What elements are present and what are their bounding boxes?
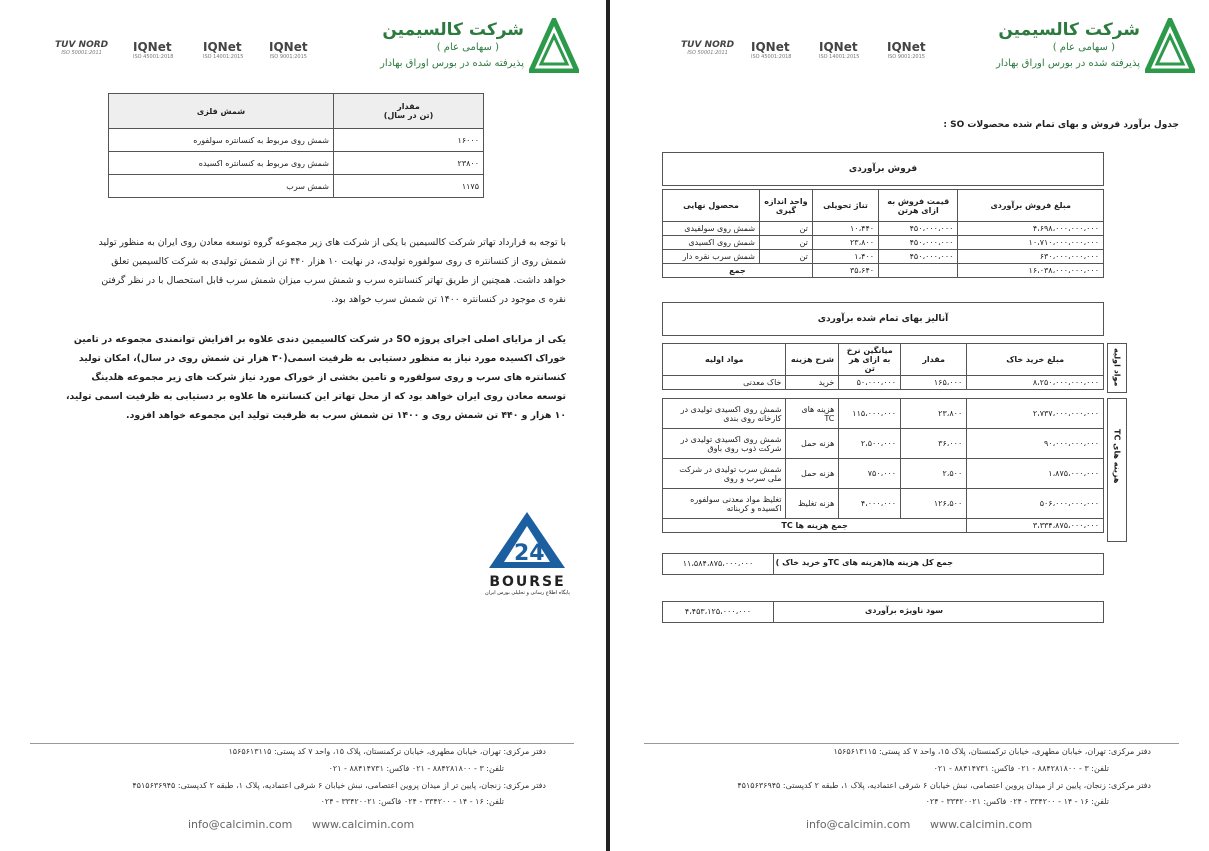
grand-total-label: جمع کل هزینه ها(هزینه های TCو خرید خاک ) (775, 558, 953, 567)
bourse-tagline: پایگاه اطلاع رسانی و تحلیلی بورس ایران (485, 590, 570, 596)
iqnet-logo: IQNet ISO 9001:2015 (269, 40, 308, 60)
table-row: شمش روی مربوط به کنسانتره سولفوره ۱۶۰۰۰ (109, 129, 484, 152)
table-row: شمش روی مربوط به کنسانتره اکسیده ۲۳۸۰۰ (109, 152, 484, 175)
net-profit-value: ۴،۴۵۳،۱۲۵،۰۰۰،۰۰۰ (663, 602, 774, 622)
company-listed: پذیرفته شده در بورس اوراق بهادار (996, 58, 1140, 69)
footer-address-1: دفتر مرکزی: تهران، خیابان مطهری، خیابان ترکمنستان، پلاک ۱۵، واحد ۷ کد پستی: ۱۵۶۵۶۱۳۱۱۵ (833, 747, 1151, 756)
page-divider (606, 0, 610, 851)
cert-logos (669, 40, 949, 70)
footer-phone-2: تلفن: ۱۶ - ۱۴ - ۳۳۴۲۰۰ - ۰۲۴ فاکس: ۳۳۴۲۰۰۲۱ - ۰۲۴ (320, 797, 504, 806)
bourse-brand: BOURSE (489, 574, 566, 590)
company-type: ( سهامی عام ) (436, 42, 499, 53)
table-row: شمش روی اکسیدی تولیدی در کارخانه روی بندی هزینه های TC ۱۱۵،۰۰۰،۰۰۰ ۲۳،۸۰۰ ۲،۷۳۷،۰۰۰،۰۰۰،۰۰۰ (663, 399, 1104, 429)
footer-address-2: دفتر مرکزی: زنجان، پایین تر از میدان پروین اعتصامی، نبش خیابان ۶ شرقی اعتمادیه، پلاک ۱، طبقه ۲ کدپستی: ۴۵۱۵۶۳۶۹۴۵ (737, 781, 1151, 790)
raw-material-side-label: مواد اولیه (1107, 343, 1127, 393)
company-logo (996, 18, 1195, 80)
cost-caption-box: آنالیز بهای تمام شده برآوردی (662, 302, 1104, 336)
paragraph-2: یکی از مزایای اصلی اجرای پروژه SO در شرکت کالسیمین دندی علاوه بر افزایش توانمندی مجموعه در تامین خوراک اکسیده مورد نیاز به منظور دستیابی به ظرفیت اسمی(۳۰ هزار تن شمش روی در سال)، امکان تولید کنسانتره های سرب و روی سولفوره و تامین بخشی از خوراک مورد نیاز شرکت های زیر مجموعه هلدینگ توسعه معادن روی ایران خواهد بود که از محل تهاتر این کنسانتره ها علاوه بر دستیابی به ظرفیت اسمی تولید، ۱۰ هزار و ۴۴۰ تن شمش روی و ۱۴۰۰ تن شمش سرب به ظرفیت تولید این مجموعه خواهد افزود. (65, 334, 566, 421)
footer-email: info@calcimin.com (188, 818, 293, 831)
table-row: شمش روی اکسیدی تولیدی در شرکت ذوب روی باوق هزنه حمل ۲،۵۰۰،۰۰۰ ۳۶،۰۰۰ ۹۰،۰۰۰،۰۰۰،۰۰۰ (663, 429, 1104, 459)
company-name: شرکت کالسیمین (382, 20, 524, 40)
table-row: شمش روی سولفیدی تن ۱۰،۴۴۰ ۴۵۰،۰۰۰،۰۰۰ ۴،۶۹۸،۰۰۰،۰۰۰،۰۰۰ (663, 222, 1104, 236)
triangle-logo-icon (529, 18, 579, 73)
table-row: خاک معدنی خرید ۵۰،۰۰۰،۰۰۰ ۱۶۵،۰۰۰ ۸،۲۵۰،۰۰۰،۰۰۰،۰۰۰ (663, 376, 1104, 390)
footer-website: www.calcimin.com (930, 818, 1033, 831)
net-profit-label: سود ناویژه برآوردی (865, 606, 943, 615)
right-page (614, 0, 1209, 851)
letterhead (614, 0, 1209, 95)
svg-text:24: 24 (514, 541, 545, 566)
table-row: شمش سرب نقره دار تن ۱،۴۰۰ ۴۵۰،۰۰۰،۰۰۰ ۶۳۰،۰۰۰،۰۰۰،۰۰۰ (663, 250, 1104, 264)
grand-total-value: ۱۱،۵۸۴،۸۷۵،۰۰۰،۰۰۰ (663, 554, 774, 574)
grand-total-box (662, 553, 1104, 575)
tuv-nord-logo: TUV NORD ISO 50001:2011 (55, 40, 109, 56)
iqnet-logo: IQNet ISO 14001:2015 (819, 40, 860, 60)
cost-table: مواد اولیه شرح هزینه میانگین نرخ به ازای هر تن مقدار مبلغ خرید خاک خاک معدنی خرید ۵۰،۰۰۰،۰۰۰ ۱۶۵،۰۰۰ ۸،۲۵۰،۰۰۰،۰۰۰،۰۰۰ (662, 343, 1104, 390)
tc-table (662, 398, 1104, 533)
col-metal: شمش فلزی (109, 94, 334, 129)
iqnet-logo: IQNet ISO 9001:2015 (887, 40, 926, 60)
footer-phone-1: تلفن: ۳ - ۸۸۴۲۸۱۸۰۰ - ۰۲۱ فاکس: ۸۸۴۱۴۷۳۱ - ۰۲۱ (933, 764, 1109, 773)
table-row: شمش روی اکسیدی تن ۲۳،۸۰۰ ۴۵۰،۰۰۰،۰۰۰ ۱۰،۷۱۰،۰۰۰،۰۰۰،۰۰۰ (663, 236, 1104, 250)
tuv-nord-logo: TUV NORD ISO 50001:2011 (681, 40, 735, 56)
cert-logos (55, 40, 335, 70)
footer-address-1: دفتر مرکزی: تهران، خیابان مطهری، خیابان ترکمنستان، پلاک ۱۵، واحد ۷ کد پستی: ۱۵۶۵۶۱۳۱۱۵ (228, 747, 546, 756)
footer-phone-1: تلفن: ۳ - ۸۸۴۲۸۱۸۰۰ - ۰۲۱ فاکس: ۸۸۴۱۴۷۳۱ - ۰۲۱ (328, 764, 504, 773)
footer-address-2: دفتر مرکزی: زنجان، پایین تر از میدان پروین اعتصامی، نبش خیابان ۶ شرقی اعتمادیه، پلاک ۱، طبقه ۲ کدپستی: ۴۵۱۵۶۳۶۹۴۵ (132, 781, 546, 790)
letterhead (0, 0, 604, 95)
tc-total-row: جمع هزینه ها TC ۳،۳۳۴،۸۷۵،۰۰۰،۰۰۰ (663, 519, 1104, 533)
page-title: جدول برآورد فروش و بهای تمام شده محصولات SO : (943, 120, 1179, 130)
sales-caption-box: فروش برآوردی (662, 152, 1104, 186)
table-row: شمش سرب تولیدی در شرکت ملی سرب و روی هزنه حمل ۷۵۰،۰۰۰ ۲،۵۰۰ ۱،۸۷۵،۰۰۰،۰۰۰ (663, 459, 1104, 489)
company-logo (380, 18, 579, 80)
footer-phone-2: تلفن: ۱۶ - ۱۴ - ۳۳۴۲۰۰ - ۰۲۴ فاکس: ۳۳۴۲۰۰۲۱ - ۰۲۴ (925, 797, 1109, 806)
iqnet-logo: IQNet ISO 45001:2018 (133, 40, 174, 60)
col-amount: مقدار (تن در سال) (334, 94, 484, 129)
paragraph-1: با توجه به قرارداد تهاتر شرکت کالسیمین با یکی از شرکت های زیر مجموعه گروه توسعه معادن روی ایران به منظور تولید شمش روی از کنسانتره ی روی سولفوره تولیدی، در نهایت ۱۰ هزار ۴۴۰ تن از شمش تولیدی به شرکت کالسیمین تعلق خواهد داشت. همچنین از طریق تهاتر کنسانتره سرب و شمش سرب میزان شمش سرب قابل استحصال با در نظر گرفتن نقره ی موجود در کنسانتره ۱۴۰۰ تن شمش سرب خواهد بود. (98, 237, 566, 305)
table-row: تغلیظ مواد معدنی سولفوره اکسیده و کربناته هزنه تغلیظ ۴،۰۰۰،۰۰۰ ۱۲۶،۵۰۰ ۵۰۶،۰۰۰،۰۰۰،۰۰۰ (663, 489, 1104, 519)
bourse-logo-icon (470, 510, 585, 570)
company-type: ( سهامی عام ) (1052, 42, 1115, 53)
company-listed: پذیرفته شده در بورس اوراق بهادار (380, 58, 524, 69)
triangle-logo-icon (1145, 18, 1195, 73)
sales-total-row: جمع ۳۵،۶۴۰ ۱۶،۰۳۸،۰۰۰،۰۰۰،۰۰۰ (663, 264, 1104, 278)
iqnet-logo: IQNet ISO 45001:2018 (751, 40, 792, 60)
footer-website: www.calcimin.com (312, 818, 415, 831)
sales-table: محصول نهایی واحد اندازه گیری تناژ تحویلی قیمت فروش به ازای هرتن مبلغ فروش برآوردی شمش روی سولفیدی تن ۱۰،۴۴۰ ۴۵۰،۰۰۰،۰۰۰ ۴،۶۹۸،۰۰۰،۰۰۰،۰۰۰ شمش روی اکسیدی تن ۲۳،۸۰۰ ۴۵۰،۰۰۰،۰۰۰ ۱۰،۷۱۰،۰۰۰،۰۰۰،۰۰۰ شمش سرب نقره دار تن ۱،۴۰۰ ۴۵۰،۰۰۰،۰۰۰ ۶۳۰،۰۰۰،۰۰۰،۰۰۰ جمع ۳۵،۶۴۰ ۱۶،۰۳۸،۰۰۰،۰۰۰،۰۰۰ (662, 189, 1104, 278)
metal-table (108, 93, 484, 198)
iqnet-logo: IQNet ISO 14001:2015 (203, 40, 244, 60)
company-name: شرکت کالسیمین (998, 20, 1140, 40)
table-row: شمش سرب ۱۱۷۵ (109, 175, 484, 198)
bourse-stamp (470, 510, 585, 600)
net-profit-box (662, 601, 1104, 623)
tc-side-label: هزینه های TC (1107, 398, 1127, 542)
footer-email: info@calcimin.com (806, 818, 911, 831)
left-page (0, 0, 604, 851)
